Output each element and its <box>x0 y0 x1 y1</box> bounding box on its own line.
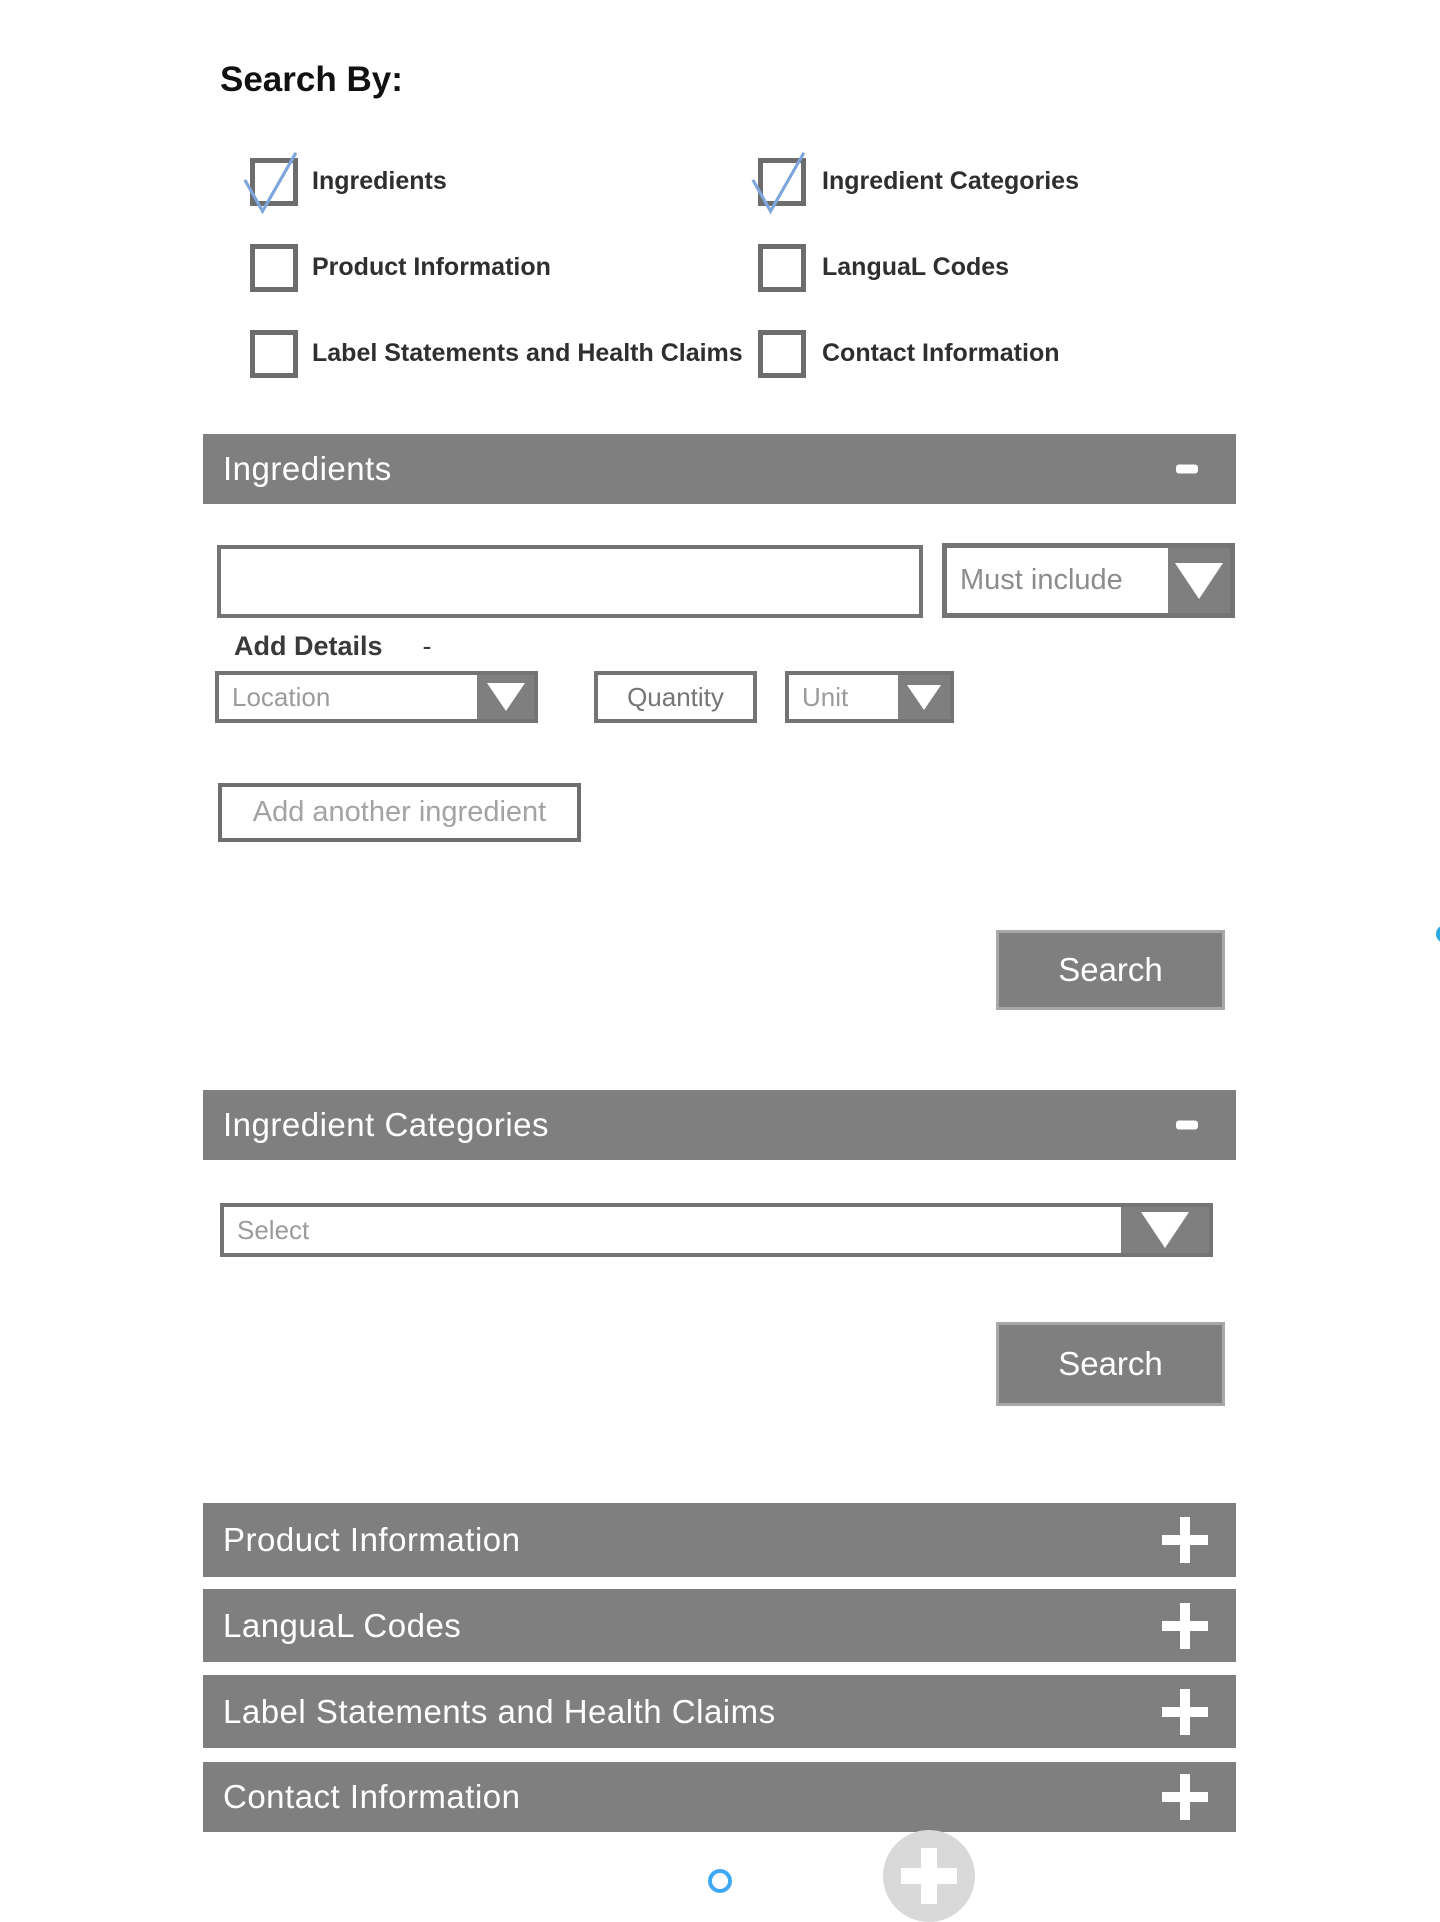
section-title: Contact Information <box>223 1778 521 1815</box>
expand-plus-icon[interactable] <box>1162 1774 1208 1820</box>
location-placeholder: Location <box>232 681 331 712</box>
add-details-text: Add Details <box>234 631 383 661</box>
add-details-label[interactable] <box>234 631 432 662</box>
floating-add-button[interactable] <box>883 1830 975 1922</box>
edge-handle-dot <box>1436 925 1440 943</box>
quantity-input[interactable] <box>594 671 757 723</box>
section-title: LanguaL Codes <box>223 1606 462 1644</box>
section-title: Ingredients <box>223 450 392 487</box>
section-header-langual-codes[interactable] <box>203 1589 1236 1662</box>
section-title: Product Information <box>223 1521 521 1558</box>
triangle-down-icon <box>487 683 525 711</box>
section-title: Ingredient Categories <box>223 1106 550 1143</box>
category-select-dropdown[interactable] <box>220 1203 1213 1257</box>
checkbox-label-ingredients: Ingredients <box>312 167 447 195</box>
checkmark-icon <box>249 157 299 207</box>
location-dropdown[interactable] <box>215 671 538 723</box>
page-title: Search By: <box>220 60 403 99</box>
triangle-down-icon <box>1141 1212 1189 1248</box>
collapse-minus-icon[interactable] <box>1176 1121 1198 1130</box>
add-details-dash: - <box>422 631 432 661</box>
must-include-value: Must include <box>960 564 1123 596</box>
dropdown-button[interactable] <box>898 675 950 719</box>
checkbox-ingredient-categories[interactable] <box>758 158 806 206</box>
checkbox-ingredients[interactable] <box>250 158 298 206</box>
categories-search-button[interactable]: Search <box>996 1322 1225 1406</box>
section-title: Label Statements and Health Claims <box>223 1692 776 1730</box>
checkbox-contact-information[interactable] <box>758 330 806 378</box>
section-header-label-statements[interactable] <box>203 1675 1236 1748</box>
checkbox-label-statements[interactable] <box>250 330 298 378</box>
ingredients-search-button[interactable]: Search <box>996 930 1225 1010</box>
checkbox-product-information[interactable] <box>250 244 298 292</box>
ingredient-term-input[interactable] <box>217 545 923 618</box>
select-placeholder: Select <box>237 1214 310 1245</box>
collapse-minus-icon[interactable] <box>1176 465 1198 474</box>
section-header-ingredient-categories[interactable] <box>203 1090 1236 1160</box>
triangle-down-icon <box>907 685 941 710</box>
section-header-contact-information[interactable] <box>203 1762 1236 1832</box>
checkbox-label-product-information: Product Information <box>312 253 551 281</box>
unit-dropdown[interactable] <box>785 671 954 723</box>
unit-placeholder: Unit <box>802 681 849 712</box>
checkbox-label-contact-information: Contact Information <box>822 339 1060 367</box>
must-include-dropdown[interactable] <box>942 543 1235 618</box>
expand-plus-icon[interactable] <box>1162 1603 1208 1649</box>
scroll-indicator-ring <box>708 1869 732 1893</box>
checkmark-icon <box>757 157 807 207</box>
dropdown-button[interactable] <box>1121 1207 1209 1253</box>
section-header-ingredients[interactable] <box>203 434 1236 504</box>
expand-plus-icon[interactable] <box>1162 1517 1208 1563</box>
section-header-product-information[interactable] <box>203 1503 1236 1577</box>
expand-plus-icon[interactable] <box>1162 1689 1208 1735</box>
add-another-ingredient-button[interactable]: Add another ingredient <box>218 783 581 842</box>
dropdown-button[interactable] <box>1168 548 1230 613</box>
triangle-down-icon <box>1175 563 1223 599</box>
checkbox-label-ingredient-categories: Ingredient Categories <box>822 167 1079 195</box>
dropdown-button[interactable] <box>477 675 534 719</box>
checkbox-label-label-statements: Label Statements and Health Claims <box>312 339 743 367</box>
checkbox-langual-codes[interactable] <box>758 244 806 292</box>
checkbox-label-langual-codes: LanguaL Codes <box>822 253 1010 281</box>
